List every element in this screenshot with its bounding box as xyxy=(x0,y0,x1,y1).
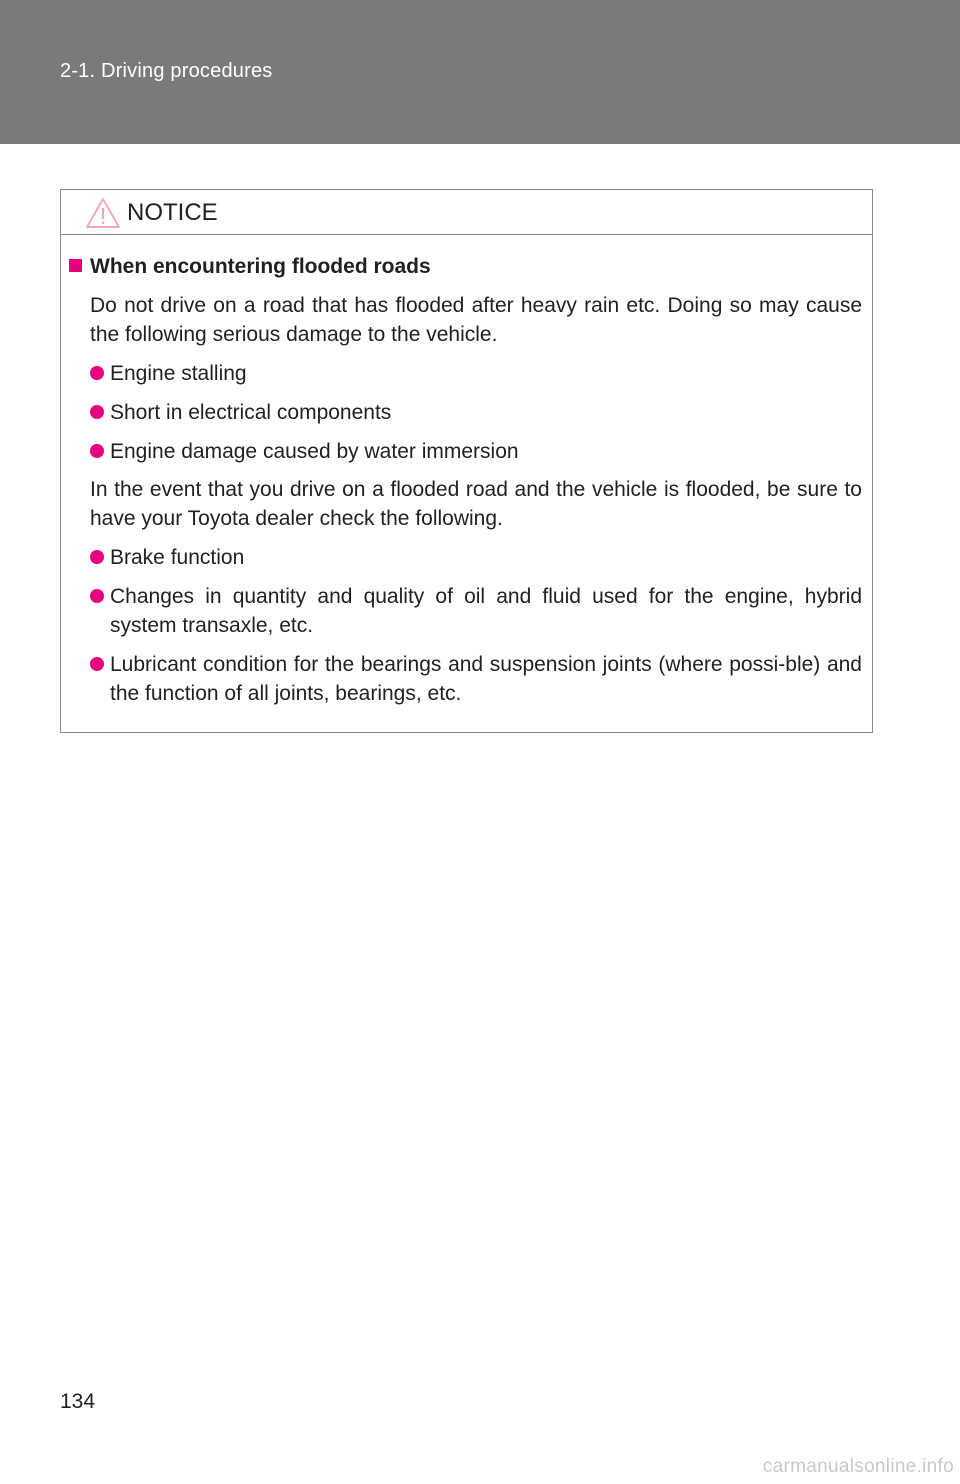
list-item: Short in electrical components xyxy=(90,398,862,427)
list-item: Engine damage caused by water immersion xyxy=(90,437,862,466)
notice-header xyxy=(61,190,872,235)
watermark: carmanualsonline.info xyxy=(762,1456,954,1477)
bullet-dot-icon xyxy=(90,405,104,419)
square-bullet-icon xyxy=(69,259,82,272)
followup-paragraph: In the event that you drive on a flooded road and the vehicle is flooded, be sure to have your Toyota dealer check the following. xyxy=(90,478,862,530)
bullet-dot-icon xyxy=(90,366,104,380)
list-item: Changes in quantity and quality of oil and fluid used for the engine, hybrid system transaxle, etc. xyxy=(90,582,862,640)
section-title: 2-1. Driving procedures xyxy=(60,60,273,82)
notice-title: NOTICE xyxy=(127,199,218,226)
intro-paragraph: Do not drive on a road that has flooded after heavy rain etc. Doing so may cause the following serious damage to the vehicle. xyxy=(90,294,862,346)
notice-box xyxy=(60,189,873,733)
list-item: Lubricant condition for the bearings and suspension joints (where possi-ble) and the function of all joints, bearings, etc. xyxy=(90,650,862,708)
section-heading-text: When encountering flooded roads xyxy=(90,255,431,278)
page-number: 134 xyxy=(60,1390,96,1413)
bullet-dot-icon xyxy=(90,657,104,671)
bullet-dot-icon xyxy=(90,589,104,603)
bullet-dot-icon xyxy=(90,444,104,458)
bullet-dot-icon xyxy=(90,550,104,564)
warning-triangle-icon xyxy=(85,197,121,229)
list-item: Brake function xyxy=(90,543,862,572)
list-item: Engine stalling xyxy=(90,359,862,388)
section-heading xyxy=(69,255,431,279)
header-band xyxy=(0,0,960,144)
